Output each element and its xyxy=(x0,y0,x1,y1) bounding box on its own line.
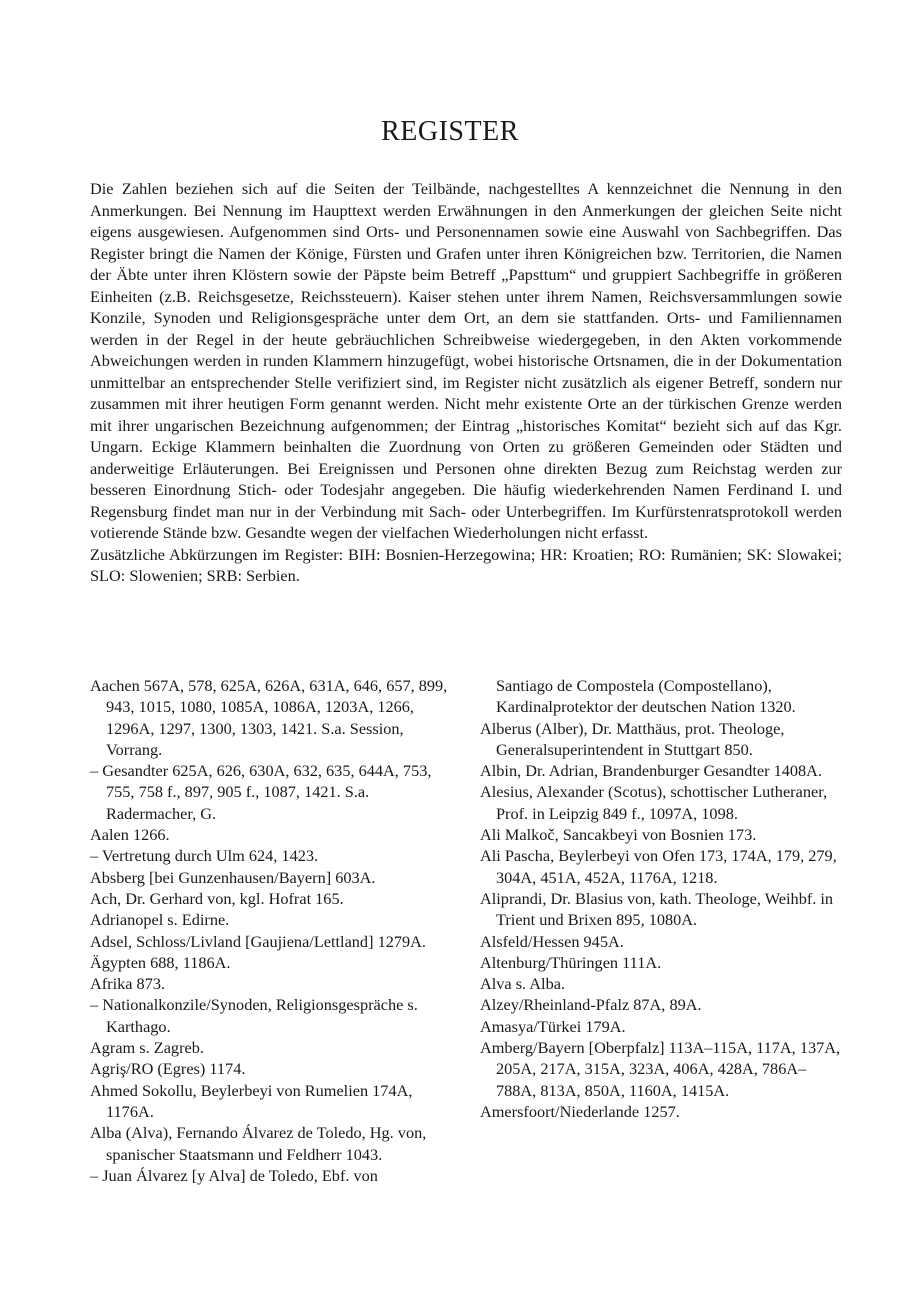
index-entry: Alba (Alva), Fernando Álvarez de Toledo, Hg. von, spanischer Staatsmann und Feldherr 1043. xyxy=(90,1123,427,1164)
index-entry: Ägypten 688, 1186A. xyxy=(90,952,231,972)
index-entry: – Juan Álvarez [y Alva] de Toledo, Ebf. von xyxy=(90,1165,378,1185)
index-entry: Adrianopel s. Edirne. xyxy=(90,910,230,930)
index-entry: Altenburg/Thüringen 111A. xyxy=(480,952,662,972)
intro-paragraph: Die Zahlen beziehen sich auf die Seiten der Teilbände, nachgestelltes A kennzeichnet die Nennung in den Anmerkungen. Bei Nennung im Haupttext werden Erwähnungen in den Anmerkungen der gleichen Seite nicht eigens ausgewiesen. Aufgenommen sind Orts- und Personennamen sowie eine Auswahl von Sachbegriffen. Das Register bringt die Namen der Könige, Fürsten und Grafen unter ihren Königreichen bzw. Territorien, die Namen der Äbte unter ihren Klöstern sowie der Päpste beim Betreff „Papsttum“ und gruppiert Sachbegriffe in größeren Einheiten (z.B. Reichsgesetze, Reichssteuern). Kaiser stehen unter ihrem Namen, Reichsversammlungen sowie Konzile, Synoden und Religionsgespräche unter dem Ort, an dem sie stattfanden. Orts- und Familiennamen werden in der Regel in der heute gebräuchlichen Schreibweise wiedergegeben, in den Akten vorkommende Abweichungen werden in runden Klammern hinzugefügt, wobei historische Ortsnamen, die in der Dokumentation unmittelbar an entsprechender Stelle verifiziert sind, im Register nicht zusätzlich als eigener Betreff, sondern nur zusammen mit ihrer heutigen Form genannt werden. Nicht mehr existente Orte an der türkischen Grenze werden mit ihrer ungarischen Bezeichnung aufgenommen; der Eintrag „historisches Komitat“ bezieht sich auf das Kgr. Ungarn. Eckige Klammern beinhalten die Zuordnung von Orten zu größeren Gemeinden oder Städten und anderweitige Erläuterungen. Bei Ereignissen und Personen ohne direkten Bezug zum Reichstag werden zur besseren Einordnung Stich- oder Todesjahr angegeben. Die häufig wiederkehrenden Namen Ferdinand I. und Regensburg findet man nur in der Verbindung mit Sach- oder Unterbegriffen. Im Kurfürstenratsprotokoll werden votierende Stände bzw. Gesandte wegen der vielfachen Wiederholungen nicht erfasst. xyxy=(90,179,842,542)
index-entry: Aliprandi, Dr. Blasius von, kath. Theologe, Weihbf. in Trient und Brixen 895, 1080A. xyxy=(480,888,834,930)
index-entry: Agram s. Zagreb. xyxy=(90,1038,204,1058)
index-entry: Aachen 567A, 578, 625A, 626A, 631A, 646, 657, 899, 943, 1015, 1080, 1085A, 1086A, 1203A, 1266, 1296A, 1297, 1300, 1303, 1421. S.a. Session, Vorrang. xyxy=(90,676,448,759)
abbreviations-paragraph: Zusätzliche Abkürzungen im Register: BIH: Bosnien-Herzegowina; HR: Kroatien; RO: Rumänien; SK: Slowakei; SLO: Slowenien; SRB: Serbien. xyxy=(90,544,842,585)
index-entry: Ach, Dr. Gerhard von, kgl. Hofrat 165. xyxy=(90,888,344,908)
index-entry: Alzey/Rheinland-Pfalz 87A, 89A. xyxy=(480,995,702,1015)
index-entry: Alva s. Alba. xyxy=(480,974,566,994)
index-entry: – Gesandter 625A, 626, 630A, 632, 635, 644A, 753, 755, 758 f., 897, 905 f., 1087, 1421. S.a. Radermacher, G. xyxy=(90,761,432,823)
index-entry: Ali Pascha, Beylerbeyi von Ofen 173, 174A, 179, 279, 304A, 451A, 452A, 1176A, 1218. xyxy=(480,846,837,887)
index-entry: Alberus (Alber), Dr. Matthäus, prot. Theologe, Generalsuperintendent in Stuttgart 850. xyxy=(480,718,785,759)
register-introduction xyxy=(90,178,842,587)
index-entry-continuation: Santiago de Compostela (Compostellano), Kardinalprotektor der deutschen Nation 1320. xyxy=(496,676,796,717)
index-entry: Absberg [bei Gunzenhausen/Bayern] 603A. xyxy=(90,867,376,887)
index-entry: Ali Malkoč, Sancakbeyi von Bosnien 173. xyxy=(480,825,757,845)
index-entry: Alsfeld/Hessen 945A. xyxy=(480,931,624,951)
index-entry: Ahmed Sokollu, Beylerbeyi von Rumelien 174A, 1176A. xyxy=(90,1080,413,1121)
index-entry: Afrika 873. xyxy=(90,974,166,994)
index-entry: Albin, Dr. Adrian, Brandenburger Gesandter 1408A. xyxy=(480,761,822,781)
page-title: REGISTER xyxy=(381,116,519,147)
left-column xyxy=(90,675,452,1186)
index-entry: Amasya/Türkei 179A. xyxy=(480,1016,626,1036)
index-entry: Amberg/Bayern [Oberpfalz] 113A–115A, 117A, 137A, 205A, 217A, 315A, 323A, 406A, 428A, 786A–788A, 813A, 850A, 1160A, 1415A. xyxy=(480,1038,841,1100)
register-entries xyxy=(90,675,842,1186)
index-entry: Amersfoort/Niederlande 1257. xyxy=(480,1101,680,1121)
index-entry: Aalen 1266. xyxy=(90,825,170,845)
index-entry: – Nationalkonzile/Synoden, Religionsgespräche s. Karthago. xyxy=(90,995,418,1036)
index-entry: – Vertretung durch Ulm 624, 1423. xyxy=(90,846,319,866)
index-entry: Adsel, Schloss/Livland [Gaujiena/Lettland] 1279A. xyxy=(90,931,426,951)
index-entry: Alesius, Alexander (Scotus), schottischer Lutheraner, Prof. in Leipzig 849 f., 1097A, 1098. xyxy=(480,782,828,823)
index-entry: Agriş/RO (Egres) 1174. xyxy=(90,1059,246,1079)
right-column xyxy=(480,675,842,1186)
